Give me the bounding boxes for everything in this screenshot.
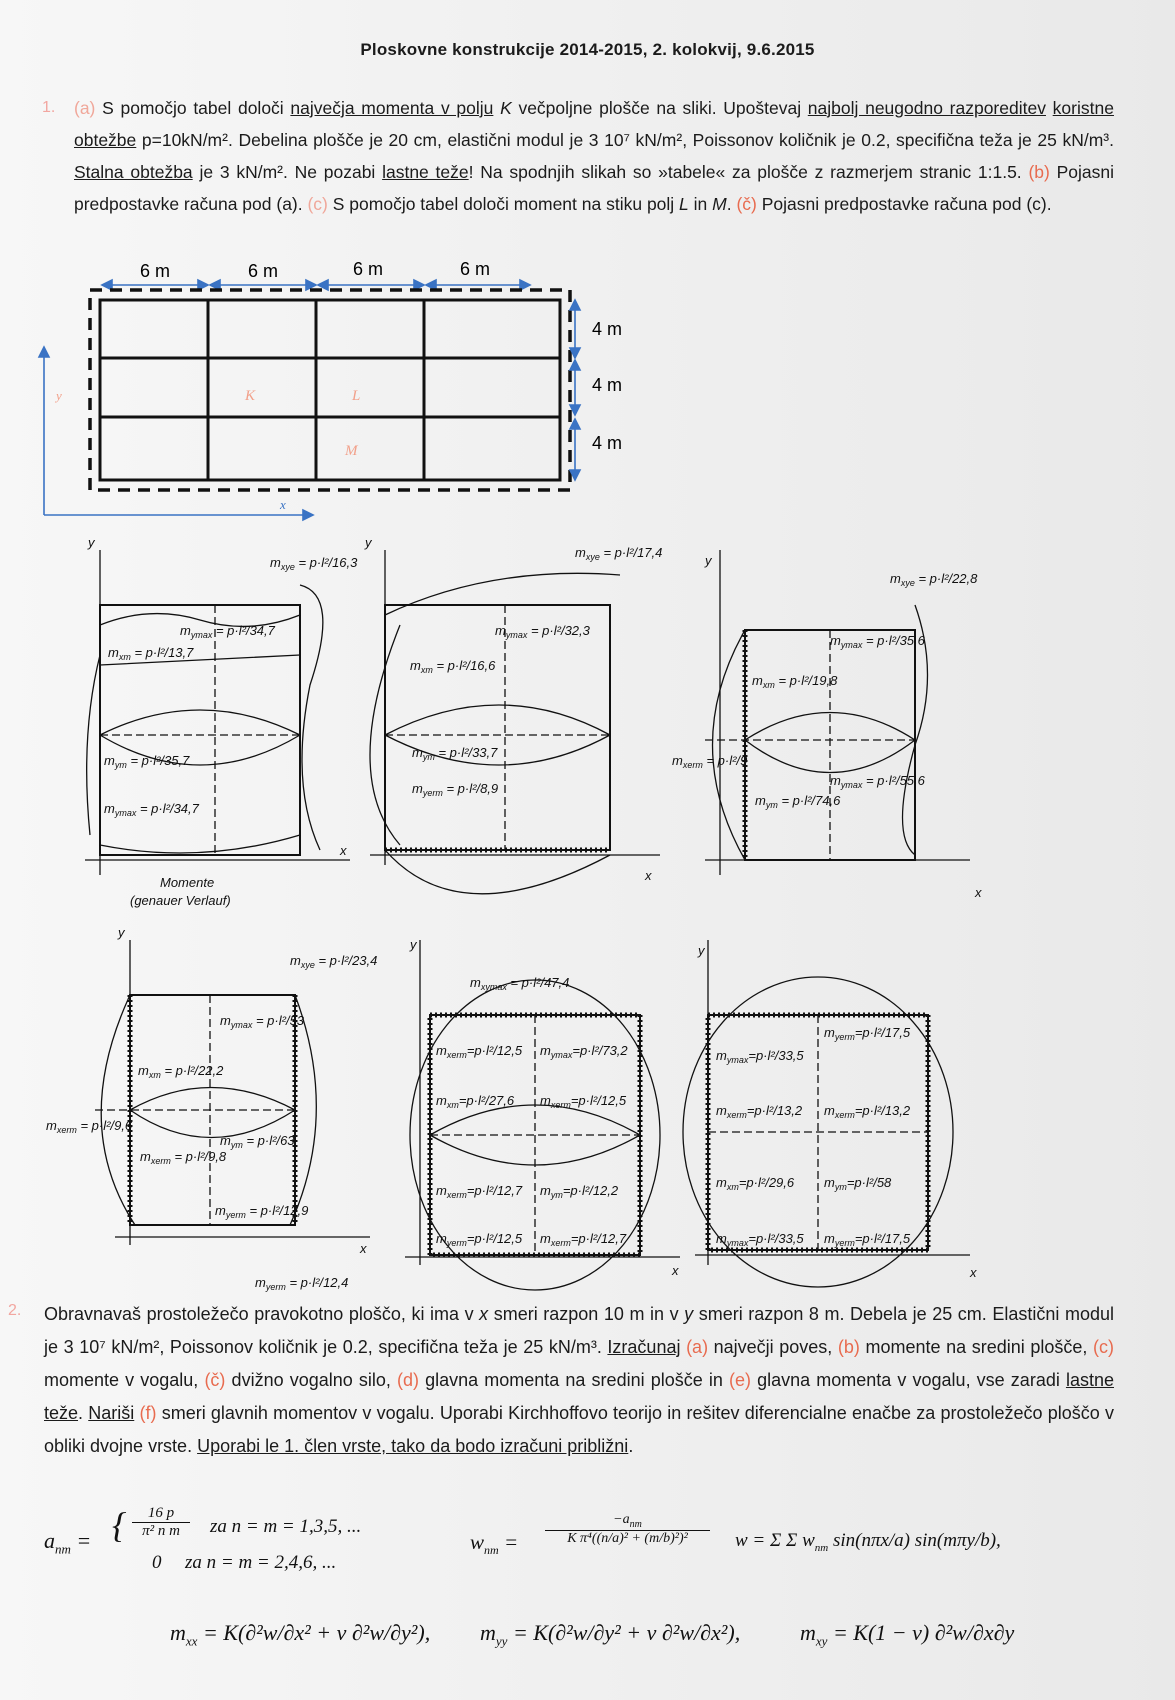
fig2-axis-y: y [365,535,372,550]
task1-number: 1. [42,99,56,116]
fig3-axis-x: x [975,885,982,900]
task2-label-a: (a) [686,1337,709,1357]
task2-t1: Obravnavaš prostoležečo pravokotno ploščo, ki ima v [44,1304,480,1324]
task2-t18: . [628,1436,634,1456]
task2-t4: y [684,1304,694,1324]
task2-t11: glavna momenta na sredini plošče in [419,1370,729,1390]
task1-s14: S pomočjo tabel določi moment na stiku polj [327,194,680,214]
formula-case1-den: π² n m [142,1523,180,1539]
fig4-myerm2: $m_{yerm} = p\cdot l^2/12,4$ [255,1275,349,1292]
fig5-axis-y: y [410,937,417,952]
task2-t14: . [78,1403,89,1423]
task2-label-cc: (č) [204,1370,226,1390]
fig3-mxm: $m_{xm} = p\cdot l^2/19,8$ [752,673,838,690]
task2-t3: smeri razpon 10 m in v [488,1304,685,1324]
formula-mxx: $m_{xx} = K(\partial^2w/\partial x^2 + \nu$ ∂²w/∂y²), [170,1620,431,1649]
formula-w-series-text: w = Σ Σ w [735,1530,815,1551]
fig4-axis-x: x [360,1241,367,1256]
formula-anm: $a_{nm}$ = [44,1528,92,1557]
formula-anm-sub: nm [55,1541,71,1557]
task1-label-c: (c) [307,194,328,214]
formula-wnm-lhs: w [470,1530,485,1554]
dim-x-1: 6 m [140,261,171,281]
fig5-mxm: $m_{xm}=p\cdot l^2/27,6$ [436,1093,515,1110]
fig4-mym: $m_{ym} = p\cdot l^2/63$ [220,1133,295,1150]
fig1-mxye: $m_{xye} = p\cdot l^2/16,3$ [270,555,358,572]
fig6-mxerm: $m_{xerm}=p\cdot l^2/13,2$ [716,1103,803,1120]
fig4-plate [95,940,370,1245]
task2-t12: glavna momenta v vogalu, vse zaradi [750,1370,1066,1390]
task2-label-f: (f) [139,1403,157,1423]
fig4-axis-y: y [118,925,125,940]
field-L: L [352,388,361,404]
formula-wnm: $w_{nm}$ = [470,1530,519,1558]
task1-s17: M [712,194,727,214]
task2-t2: x [479,1304,489,1324]
fig2-axis-x: x [645,868,652,883]
fig5-mxerm3: $m_{xerm}=p\cdot l^2/12,7$ [436,1183,523,1200]
fig1-caption1: Momente [160,875,215,890]
fig3-mymax2: $m_{ymax} = p\cdot l^2/55,6$ [830,773,925,790]
fig3-plate [705,550,970,875]
task1-s5: najbolj neugodno razporeditev [807,98,1046,118]
fig4-myerm: $m_{yerm} = p\cdot l^2/12,9$ [215,1203,309,1220]
plan-axis-x: x [280,497,286,512]
fig5-mxerm: $m_{xerm}=p\cdot l^2/12,5$ [436,1043,523,1060]
fig3-axis-y: y [705,553,712,568]
formula-mxx-m: m [170,1620,186,1645]
task1-s9: Stalna obtežba [74,162,193,182]
fig1-caption2: (genauer Verlauf) [130,893,231,908]
formula-myy: $m_{yy} = K(\partial^2w/\partial y^2 + \nu$ ∂²w/∂x²), [480,1620,741,1649]
fig2-mym: $m_{ym} = p\cdot l^2/33,7$ [412,745,498,762]
task2-t9: momente v vogalu, [44,1370,205,1390]
task2-t5: smeri razpon 8 m. Debela je 25 cm. Elastični modul je 3 10⁷ kN/m², Poissonov količnik je 0.2, specifična teža je 25 kN/m³. [44,1304,1114,1357]
fig5-mxerm2: $m_{xerm}=p\cdot l^2/12,5$ [540,1093,627,1110]
task1-label-b: (b) [1028,162,1050,182]
formula-case1-fraction [132,1505,190,1540]
task2-t13: lastne teže [44,1370,1114,1423]
fig2-mxm: $m_{xm} = p\cdot l^2/16,6$ [410,658,496,675]
dim-x-4: 6 m [460,259,491,279]
fig6-axis-x: x [970,1265,977,1280]
task2-label-d: (d) [397,1370,419,1390]
fig3-mxye: $m_{xye} = p\cdot l^2/22,8$ [890,571,978,588]
clamped-edge-dashed [90,290,570,490]
task1-s10: je 3 kN/m². Ne pozabi [192,162,383,182]
fig1-axis-x: x [340,843,347,858]
field-M: M [345,443,358,459]
fig1-mymax2: $m_{ymax} = p\cdot l^2/34,7$ [104,801,199,818]
task1-text [74,92,1114,220]
fig6-mxm: $m_{xm}=p\cdot l^2/29,6$ [716,1175,795,1192]
task2-label-c: (c) [1092,1337,1114,1357]
task1-s1: S pomočjo tabel določi [102,98,291,118]
formula-case1-cond: za n = m = 1,3,5, ... [210,1516,362,1537]
fig3-mxerm: $m_{xerm} = p\cdot l^2/9$ [672,753,748,770]
task1-s3: K [493,98,512,118]
fig5-mxerm4: $m_{xerm}=p\cdot l^2/12,7$ [540,1231,627,1248]
fig1-axis-y: y [88,535,95,550]
formula-wnm-fraction: $-a_{nm}$ K π⁴((n/a)² + (m/b)²)² [545,1512,710,1547]
task2-t6: Izračunaj [607,1337,681,1357]
plan-axis-y: y [56,388,62,403]
plan-axes [39,347,313,520]
fig1-mxm: $m_{xm} = p\cdot l^2/13,7$ [108,645,194,662]
task2-t8: momente na sredini plošče, [859,1337,1093,1357]
page-title: Ploskovne konstrukcije 2014-2015, 2. kolokvij, 9.6.2015 [360,40,815,59]
task1-s8: p=10kN/m². Debelina plošče je 20 cm, elastični modul je 3 10⁷ kN/m², Poissonov količnik je 0.2, specifična teža je 25 kN/m³. [136,130,1114,150]
fig6-mxerm2: $m_{xerm}=p\cdot l^2/13,2$ [824,1103,911,1120]
formula-wnm-den: K π⁴((n/a)² + (m/b)²)² [567,1530,688,1546]
fig4-mxm: $m_{xm} = p\cdot l^2/22,2$ [138,1063,224,1080]
task1-s13: Pojasni predpostavke računa pod (a). [74,162,1114,214]
task1-s6 [1046,98,1053,118]
fig5-mymax: $m_{ymax}=p\cdot l^2/73,2$ [540,1043,628,1060]
task2-t15: Nariši [88,1403,135,1423]
task1-s16: in [688,194,713,214]
task2-t17: Uporabi le 1. člen vrste, tako da bodo izračuni približni [197,1436,629,1456]
fig6-myerm: $m_{yerm}=p\cdot l^2/17,5$ [824,1025,911,1042]
fig6-mymax2: $m_{ymax}=p\cdot l^2/33,5$ [716,1231,804,1248]
formula-myy-rhs: = K(∂²w/∂y² + ν ∂²w/∂x²), [512,1620,741,1645]
dim-y-1: 4 m [592,319,623,339]
fig2-plate [370,550,660,894]
moment-tables-row2 [40,925,1040,1295]
formula-w-series: w = Σ Σ $w_{nm}$ sin(nπx/a) sin(mπy/b), [735,1530,1001,1554]
task2-label-b: (b) [837,1337,860,1357]
formula-mxx-rhs: = K(∂²w/∂x² + ν ∂²w/∂y²), [202,1620,431,1645]
task2-t16: smeri glavnih momentov v vogalu. Uporabi Kirchhoffovo teorijo in rešitev diferencialne enačbe za prostoležečo ploščo v obliki dvojne vrste. [44,1403,1114,1456]
formula-case2-cond: za n = m = 2,4,6, ... [185,1552,337,1573]
fig2-mymax: $m_{ymax} = p\cdot l^2/32,3$ [495,623,590,640]
formula-case2-val: 0 [152,1552,162,1573]
field-K: K [245,388,256,404]
fig4-mxye: $m_{xye} = p\cdot l^2/23,4$ [290,953,378,970]
slab-grid [100,300,560,480]
formula-wnm-num: −a [613,1512,630,1527]
dim-x-3: 6 m [353,259,384,279]
task1-s18: . [726,194,737,214]
task1-s15: L [679,194,689,214]
fig5-myerm: $m_{yerm}=p\cdot l^2/12,5$ [436,1231,523,1248]
fig4-mymax: $m_{ymax} = p\cdot l^2/53$ [220,1013,305,1030]
task1-s19: Pojasni predpostavke računa pod (c). [756,194,1052,214]
task1-s4: večpoljne plošče na sliki. Upoštevaj [511,98,808,118]
dim-y-3: 4 m [592,433,623,453]
fig6-myerm2: $m_{yerm}=p\cdot l^2/17,5$ [824,1231,911,1248]
fig1-mym: $m_{ym} = p\cdot l^2/35,7$ [104,753,190,770]
task1-s2: največja momenta v polju [290,98,494,118]
formula-case1-num: 16 p [132,1505,190,1523]
formula-myy-m: m [480,1620,496,1645]
fig6-mymax: $m_{ymax}=p\cdot l^2/33,5$ [716,1048,804,1065]
formula-mxy-m: m [800,1620,816,1645]
task2-t7: največji poves, [708,1337,838,1357]
dim-x-2: 6 m [248,261,279,281]
fig3-mymax: $m_{ymax} = p\cdot l^2/35,6$ [830,633,925,650]
fig2-mxye: $m_{xye} = p\cdot l^2/17,4$ [575,545,663,562]
formula-anm-lhs: a [44,1528,55,1553]
fig2-myerm: $m_{yerm} = p\cdot l^2/8,9$ [412,781,499,798]
fig5-axis-x: x [672,1263,679,1278]
fig5-mym: $m_{ym}=p\cdot l^2/12,2$ [540,1183,619,1200]
task1-label-a: (a) [74,98,96,118]
fig6-mym: $m_{ym}=p\cdot l^2/58$ [824,1175,892,1192]
fig3-mym: $m_{ym} = p\cdot l^2/74,6$ [755,793,841,810]
formula-w-terms: sin(nπx/a) sin(mπy/b), [832,1530,1001,1551]
task1-s11: lastne teže [382,162,469,182]
fig5-mxymax: $m_{xymax} = p\cdot l^2/47,4$ [470,975,570,992]
task1-s12: ! Na spodnjih slikah so »tabele« za plošče z razmerjem stranic 1:1.5. [468,162,1029,182]
dim-y-2: 4 m [592,375,623,395]
fig1-mymax: $m_{ymax} = p\cdot l^2/34,7$ [180,623,275,640]
task2-t10: dvižno vogalno silo, [225,1370,397,1390]
task2-text [44,1298,1114,1463]
task1-s7: koristne obtežbe [74,98,1114,150]
formula-mxy: $m_{xy} = K(1 - \nu)$ ∂²w/∂x∂y [800,1620,1015,1649]
slab-plan-diagram [30,255,650,525]
task1-label-cc: (č) [736,194,757,214]
task2-number: 2. [8,1302,22,1319]
formula-brace: { [112,1505,127,1545]
fig4-mxerm: $m_{xerm} = p\cdot l^2/9,6$ [46,1118,133,1135]
fig1-plate [85,550,350,875]
fig6-axis-y: y [698,943,705,958]
fig4-mxerm2: $m_{xerm} = p\cdot l^2/9,8$ [140,1149,227,1166]
task2-label-e: (e) [728,1370,751,1390]
moment-tables-row1 [40,535,1040,915]
formula-mxy-rhs: = K(1 − ν) ∂²w/∂x∂y [832,1620,1015,1645]
